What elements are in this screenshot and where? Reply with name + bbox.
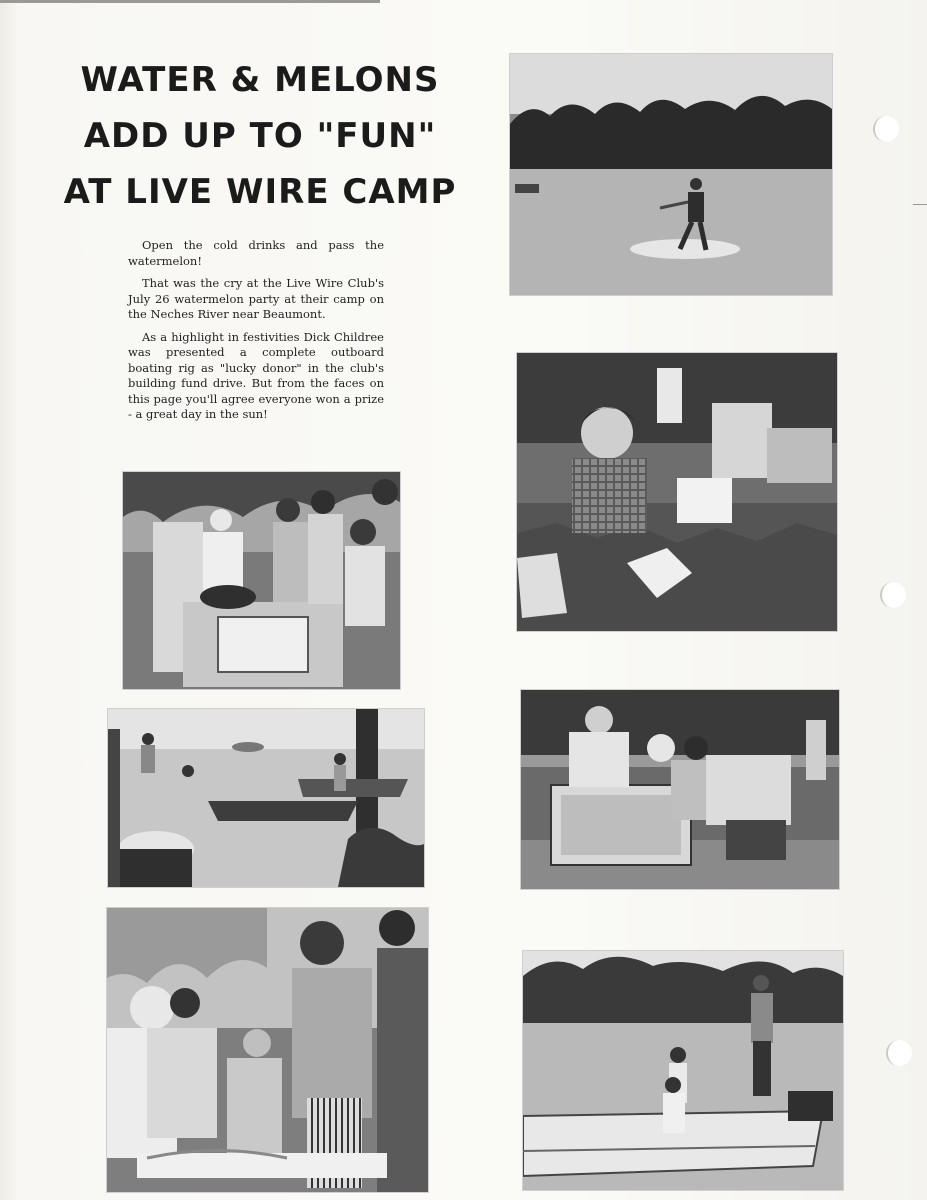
article-paragraph: As a highlight in festivities Dick Childree was presented a complete outboard boating rig as "lucky donor" in the club's building fund drive. But from the faces on this page you'll agree everyone won a prize - a great day in the sun! [128, 329, 384, 421]
article-paragraph: That was the cry at the Live Wire Club's July 26 watermelon party at their camp on the Neches River near Beaumont. [128, 276, 384, 321]
ice-chest-photo [521, 690, 839, 889]
article-paragraph: Open the cold drinks and pass the watermelon! [128, 238, 384, 268]
headline-line-3: AT LIVE WIRE CAMP [63, 172, 457, 212]
melon-cutting-photo [107, 908, 428, 1192]
headline-line-1: WATER & MELONS [80, 60, 440, 100]
outboard-boat-photo [523, 951, 843, 1190]
page-top-rule [0, 0, 380, 3]
binder-hole [873, 116, 899, 142]
boy-on-grass-photo [517, 353, 837, 631]
water-skier-photo [510, 54, 832, 295]
binder-hole [880, 582, 906, 608]
headline [60, 52, 460, 220]
article-body [128, 238, 384, 430]
boat-launch-photo [108, 709, 424, 887]
binder-hole [886, 1040, 912, 1066]
margin-tick [913, 204, 927, 205]
serving-table-photo [123, 472, 400, 689]
headline-line-2: ADD UP TO "FUN" [83, 116, 437, 156]
